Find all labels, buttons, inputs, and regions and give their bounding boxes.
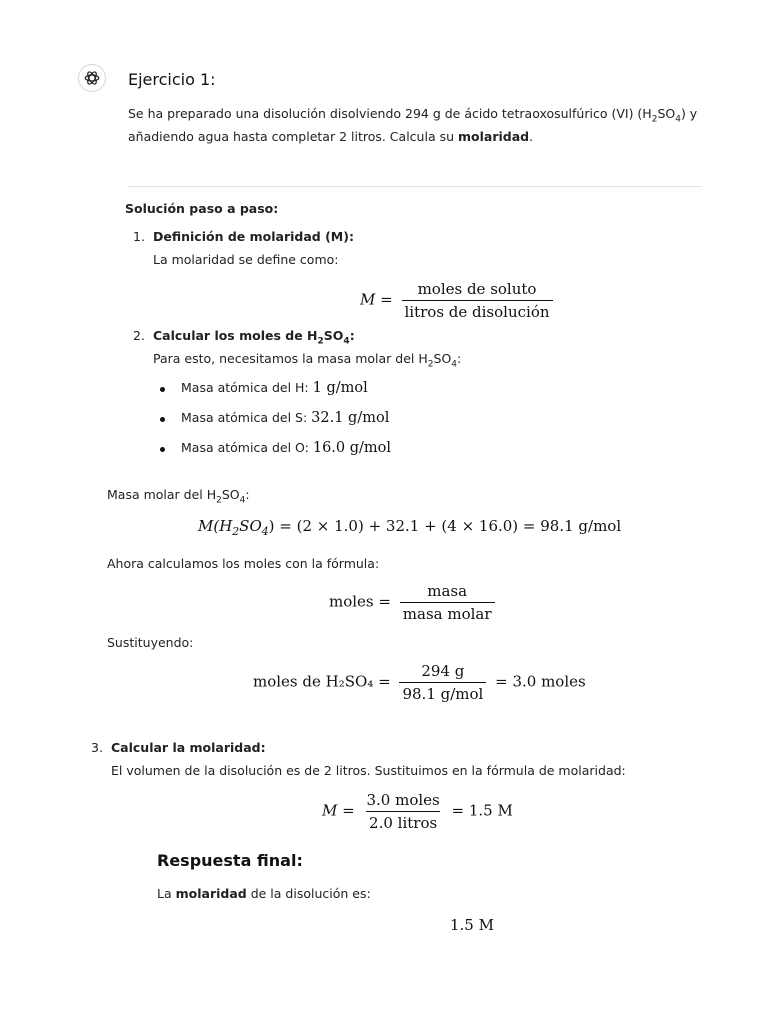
molar-mass-label	[107, 487, 250, 506]
eq-symbol: M(H	[198, 517, 233, 535]
eq-sign: =	[378, 592, 391, 611]
subscript: 4	[343, 336, 350, 347]
label-text: :	[245, 487, 250, 502]
molarity-definition-equation	[360, 280, 557, 321]
problem-bold-term: molaridad	[457, 129, 530, 144]
eq-expression: = (2 × 1.0) + 32.1 + (4 × 16.0) = 98.1 g/mol	[274, 517, 622, 535]
step-text: Para esto, necesitamos la masa molar del H	[153, 351, 428, 366]
eq-sign: =	[342, 801, 355, 820]
step1-title: Definición de molaridad (M):	[153, 229, 354, 244]
openai-knot-icon	[83, 69, 101, 87]
step3-title: Calcular la molaridad:	[111, 740, 266, 755]
bullet-value: 16.0 g/mol	[312, 440, 392, 456]
step2-number: 2.	[133, 328, 145, 343]
step2-text	[153, 351, 462, 370]
title-text: SO	[323, 328, 344, 343]
fraction	[402, 280, 553, 321]
exercise-title: Ejercicio 1:	[128, 70, 216, 89]
problem-text: ) y añadiendo agua hasta completar 2 litros. Calcula su	[128, 106, 698, 144]
substitution-text: Sustituyendo:	[107, 635, 194, 650]
fraction-denominator: 98.1 g/mol	[399, 682, 486, 703]
eq-sign: =	[380, 290, 393, 309]
eq-symbol: SO	[239, 517, 262, 535]
title-text: :	[349, 328, 355, 343]
eq-result: = 1.5 M	[451, 801, 513, 820]
molar-mass-equation	[198, 517, 622, 538]
fraction	[400, 582, 495, 623]
subscript: 2	[232, 525, 240, 538]
bullet-item-s	[181, 410, 389, 426]
eq-symbol: M	[322, 801, 338, 820]
fraction-numerator: moles de soluto	[417, 280, 537, 298]
fraction-denominator: litros de disolución	[402, 300, 553, 321]
subscript: 4	[261, 525, 269, 538]
label-text: SO	[221, 487, 240, 502]
substitution-equation	[253, 662, 586, 703]
problem-text: .	[529, 129, 534, 144]
solution-heading: Solución paso a paso:	[125, 201, 279, 216]
eq-result: = 3.0 moles	[495, 672, 586, 691]
subscript: 2	[427, 359, 434, 370]
molarity-result-equation	[322, 791, 513, 832]
fraction-numerator: masa	[427, 582, 468, 600]
fraction-denominator: 2.0 litros	[366, 811, 440, 832]
section-divider	[128, 186, 702, 187]
answer-bold-term: molaridad	[175, 886, 247, 901]
subscript: 4	[239, 495, 246, 506]
step2-title	[153, 328, 355, 347]
step3-number: 3.	[91, 740, 103, 755]
step-text: SO	[433, 351, 452, 366]
assistant-logo-icon	[78, 64, 106, 92]
moles-formula-equation	[329, 582, 499, 623]
title-text: Calcular los moles de H	[153, 328, 318, 343]
fraction-denominator: masa molar	[400, 602, 495, 623]
problem-text: SO	[657, 106, 676, 121]
bullet-item-h	[181, 380, 368, 396]
eq-symbol: moles de H₂SO₄	[253, 672, 374, 691]
fraction-numerator: 294 g	[421, 662, 465, 680]
fraction	[399, 662, 486, 703]
eq-symbol: )	[268, 517, 275, 535]
problem-text: Se ha preparado una disolución disolviendo 294 g de ácido tetraoxosulfúrico (VI) (H	[128, 106, 652, 121]
step3-text: El volumen de la disolución es de 2 litros. Sustituimos en la fórmula de molaridad:	[111, 763, 626, 778]
final-answer-value: 1.5 M	[450, 916, 494, 934]
step1-text: La molaridad se define como:	[153, 252, 339, 267]
bullet-dot	[160, 387, 165, 392]
final-answer-heading: Respuesta final:	[157, 851, 303, 870]
subscript: 2	[317, 336, 324, 347]
subscript: 4	[675, 114, 681, 125]
final-answer-text	[157, 886, 371, 901]
subscript: 2	[651, 114, 658, 125]
eq-symbol: M	[360, 290, 376, 309]
fraction-numerator: 3.0 moles	[366, 791, 440, 809]
moles-intro-text: Ahora calculamos los moles con la fórmula:	[107, 556, 380, 571]
eq-sign: =	[378, 672, 391, 691]
answer-text: La	[157, 886, 176, 901]
label-text: Masa molar del H	[107, 487, 217, 502]
answer-text: de la disolución es:	[246, 886, 371, 901]
bullet-label: Masa atómica del S:	[181, 410, 312, 425]
fraction	[364, 791, 443, 832]
eq-symbol: moles	[329, 592, 374, 611]
bullet-value: 32.1 g/mol	[311, 410, 390, 426]
subscript: 2	[216, 495, 222, 506]
subscript: 4	[451, 359, 458, 370]
bullet-item-o	[181, 440, 391, 456]
bullet-label: Masa atómica del O:	[181, 440, 313, 455]
bullet-label: Masa atómica del H:	[181, 380, 313, 395]
step1-number: 1.	[133, 229, 145, 244]
bullet-value: 1 g/mol	[312, 380, 368, 396]
bullet-dot	[160, 417, 165, 422]
problem-statement	[128, 102, 708, 148]
bullet-dot	[160, 447, 165, 452]
step-text: :	[457, 351, 462, 366]
